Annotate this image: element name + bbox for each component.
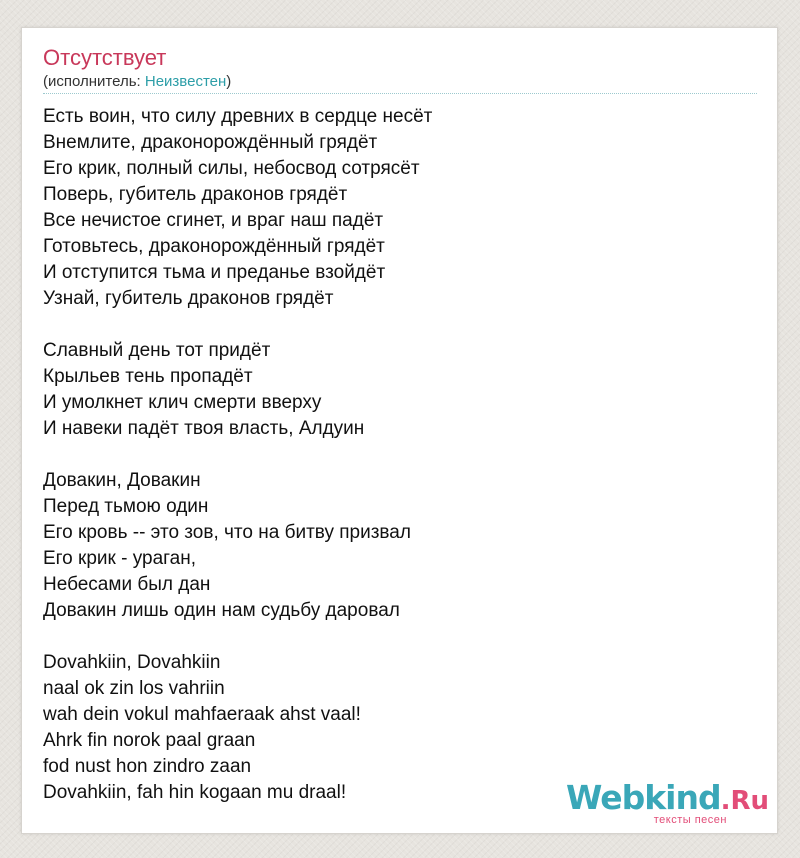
lyric-line: wah dein vokul mahfaeraak ahst vaal! — [43, 704, 361, 725]
lyrics-body — [43, 104, 743, 806]
stanza — [43, 468, 743, 624]
artist-prefix: (исполнитель: — [43, 73, 145, 90]
lyric-line: Ahrk fin norok paal graan — [43, 730, 256, 751]
lyric-line: Его кровь -- это зов, что на битву призвал — [43, 522, 411, 543]
stanza — [43, 338, 743, 442]
stanza — [43, 104, 743, 312]
lyric-line: Внемлите, драконорождённый грядёт — [43, 132, 378, 153]
artist-line — [43, 73, 231, 91]
lyric-line: Крыльев тень пропадёт — [43, 366, 253, 387]
lyric-line: И отступится тьма и преданье взойдёт — [43, 262, 386, 283]
title-divider — [43, 93, 757, 94]
lyric-line: Довакин лишь один нам судьбу даровал — [43, 600, 400, 621]
lyric-line: И умолкнет клич смерти вверху — [43, 392, 322, 413]
lyric-line: Узнай, губитель драконов грядёт — [43, 288, 334, 309]
lyric-line: Перед тьмою один — [43, 496, 209, 517]
lyric-line: Довакин, Довакин — [43, 470, 201, 491]
logo-brand-tld: .Ru — [720, 786, 769, 816]
logo-brand-main: Webkind — [565, 778, 721, 817]
lyric-line: Его крик - ураган, — [43, 548, 196, 569]
lyric-line: Dovahkiin, Dovahkiin — [43, 652, 221, 673]
lyric-line: Есть воин, что силу древних в сердце несёт — [43, 106, 433, 127]
lyric-line: Dovahkiin, fah hin kogaan mu draal! — [43, 782, 347, 803]
song-title: Отсутствует — [43, 45, 167, 70]
lyric-line: Все нечистое сгинет, и враг наш падёт — [43, 210, 384, 231]
lyric-line: Небесами был дан — [43, 574, 211, 595]
lyric-line: И навеки падёт твоя власть, Алдуин — [43, 418, 365, 439]
lyric-line: Славный день тот придёт — [43, 340, 271, 361]
lyric-line: fod nust hon zindro zaan — [43, 756, 252, 777]
lyric-line: naal ok zin los vahriin — [43, 678, 225, 699]
lyric-line: Поверь, губитель драконов грядёт — [43, 184, 348, 205]
lyric-line: Готовьтесь, драконорождённый грядёт — [43, 236, 385, 257]
artist-link[interactable]: Неизвестен — [144, 73, 227, 90]
webkind-logo[interactable] — [565, 778, 769, 829]
logo-tagline: тексты песен — [653, 814, 727, 826]
lyrics-card — [21, 27, 778, 834]
artist-suffix: ) — [226, 73, 232, 90]
lyric-line: Его крик, полный силы, небосвод сотрясёт — [43, 158, 420, 179]
